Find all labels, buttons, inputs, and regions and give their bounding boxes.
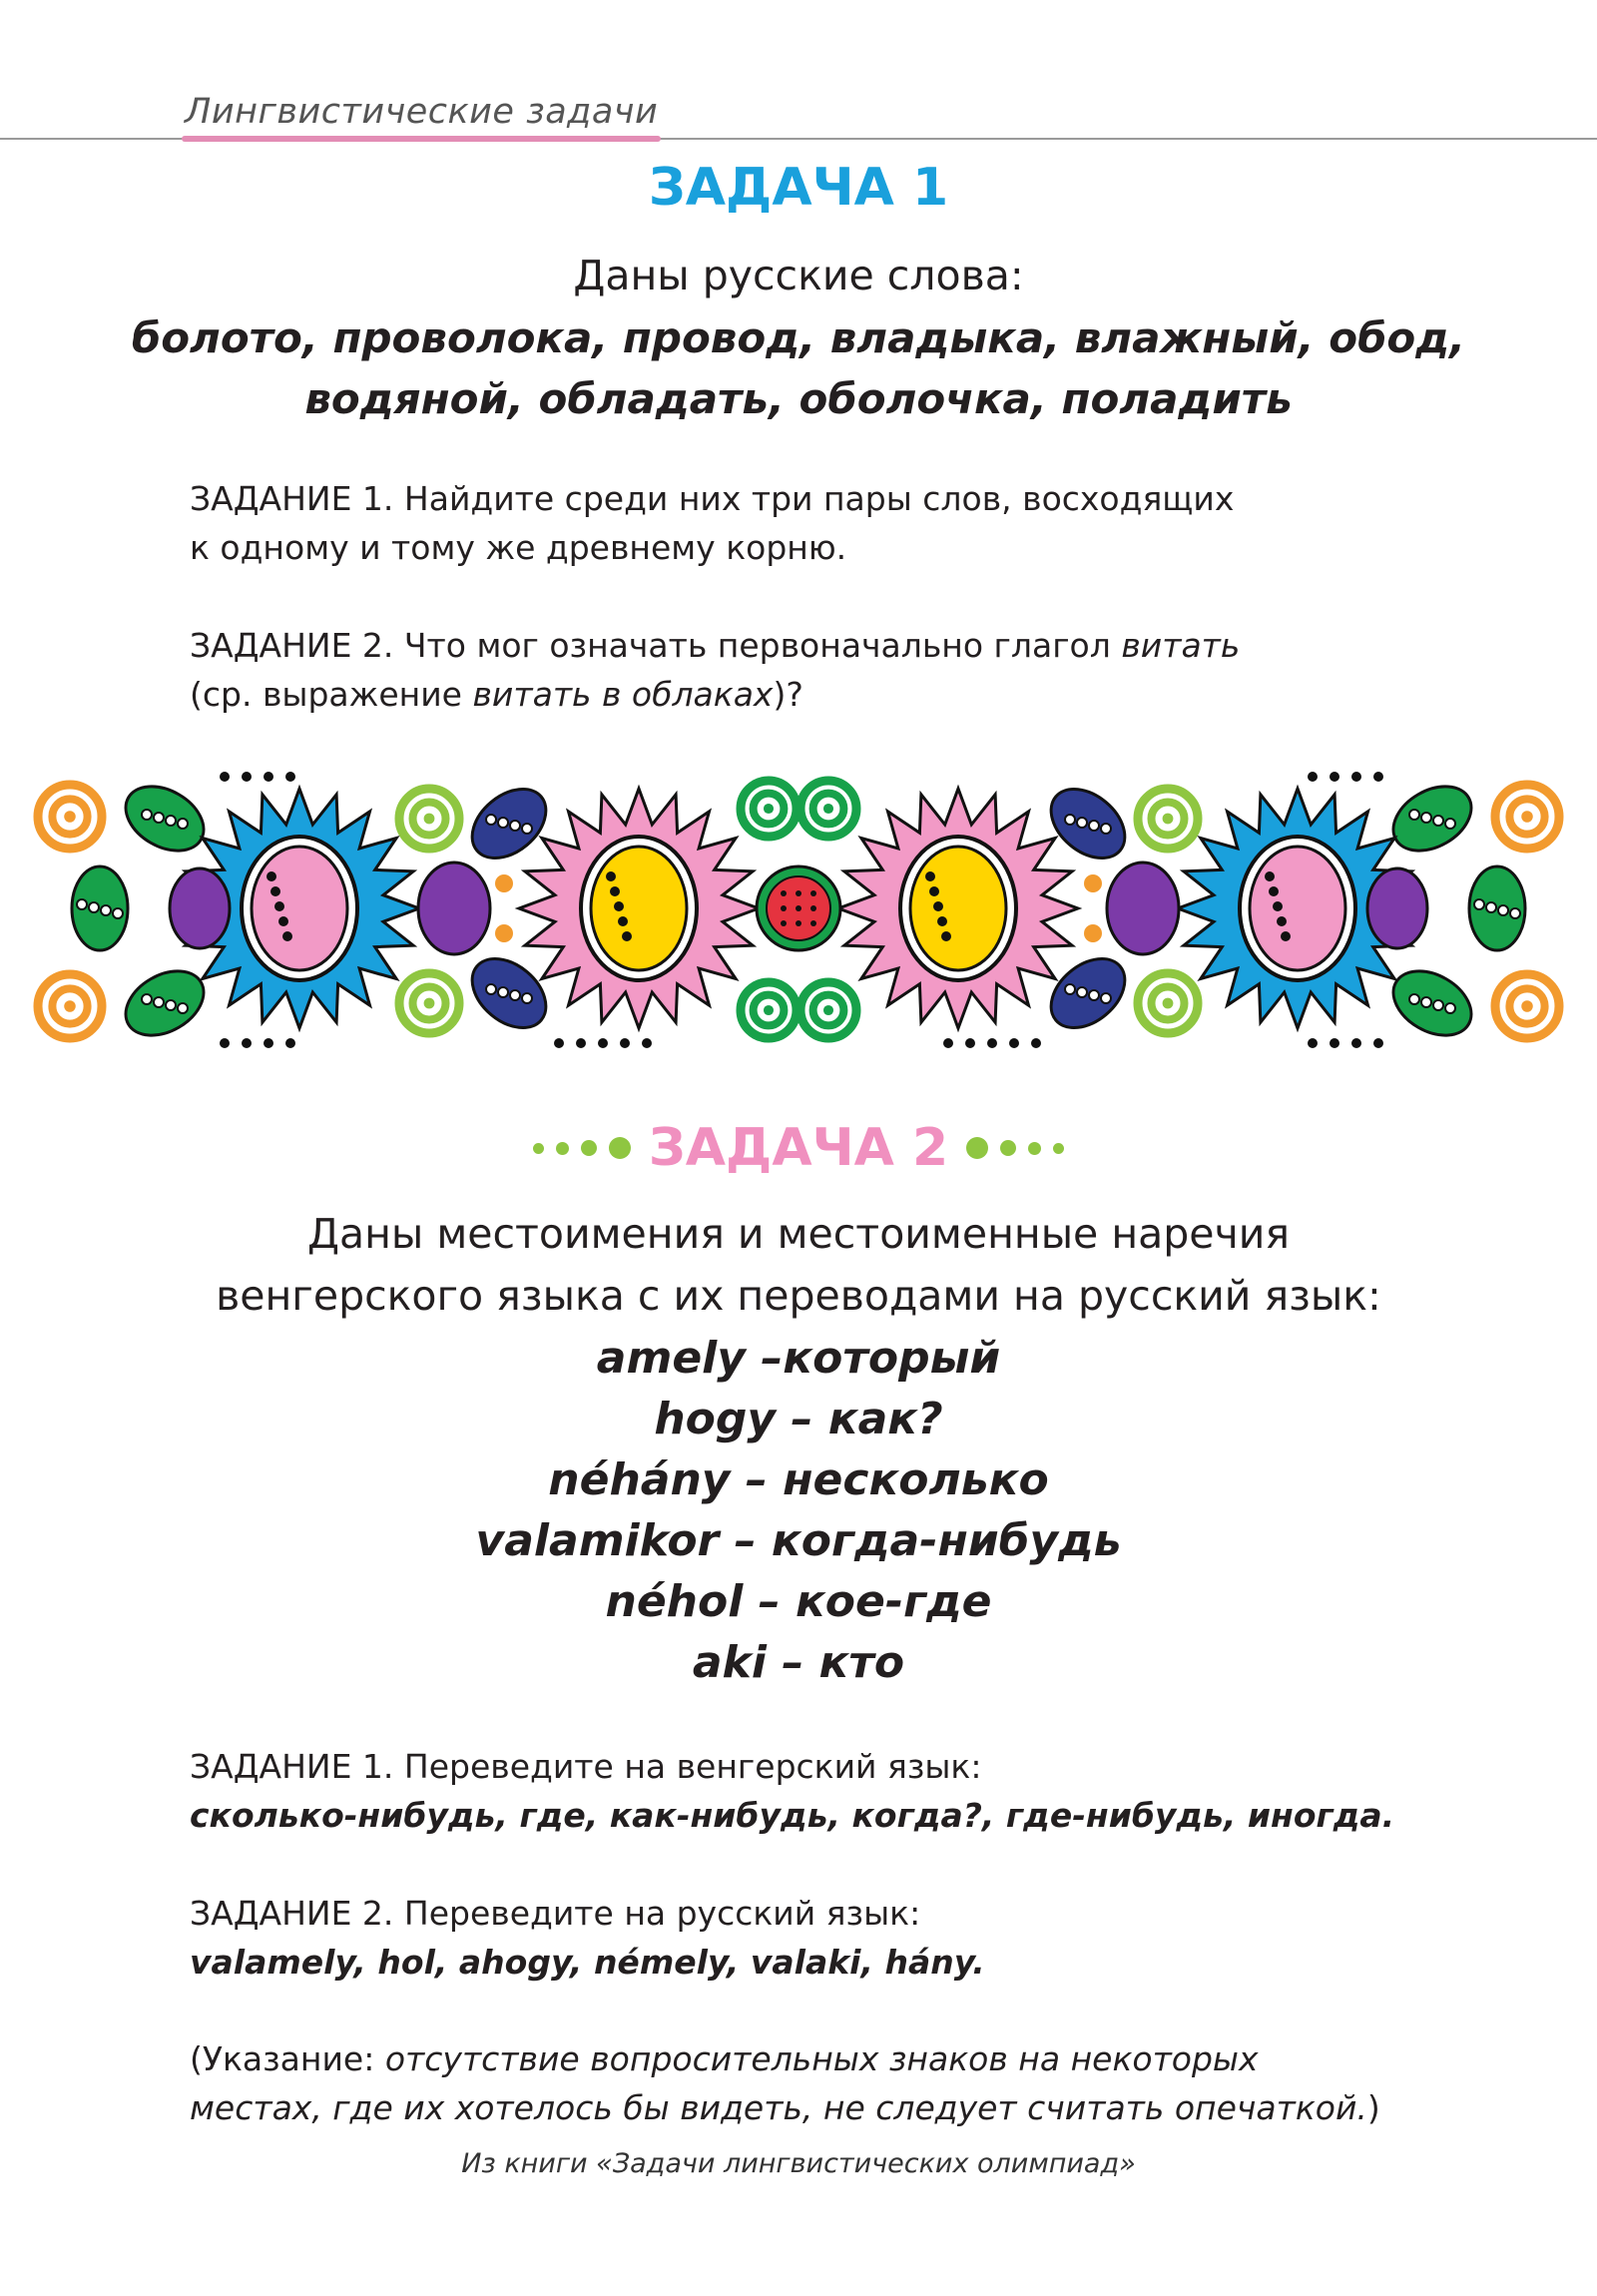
problem1-title: ЗАДАЧА 1 bbox=[648, 158, 949, 218]
leaf-icon-dot bbox=[89, 902, 99, 912]
running-header: Лингвистические задачи bbox=[185, 92, 659, 132]
spiral-icon bbox=[424, 814, 435, 825]
source-credit: Из книги «Задачи лингвистических олимпиад» bbox=[461, 2148, 1136, 2179]
pink-flower-seed bbox=[606, 871, 616, 881]
black-dot bbox=[1308, 772, 1318, 782]
black-dot bbox=[1351, 1038, 1361, 1048]
black-dot bbox=[576, 1038, 586, 1048]
task-word: витать bbox=[1121, 626, 1241, 665]
purple-bud bbox=[1367, 868, 1427, 948]
pink-flower-center bbox=[591, 847, 687, 970]
black-dot bbox=[1009, 1038, 1019, 1048]
word-pair: aki – кто bbox=[692, 1637, 905, 1688]
spiral-icon bbox=[64, 811, 76, 823]
leaf-icon-dot bbox=[510, 821, 520, 831]
orange-dot bbox=[1084, 924, 1102, 942]
task-text: Переведите на венгерский язык: bbox=[403, 1747, 982, 1786]
leaf-icon-dot bbox=[1445, 1003, 1455, 1013]
blue-flower-seed bbox=[270, 886, 280, 896]
pink-flower-seed bbox=[933, 901, 943, 911]
leaf-icon bbox=[1038, 945, 1138, 1042]
blue-flower-seed bbox=[278, 916, 288, 926]
problem2-task1 bbox=[190, 1742, 1394, 1840]
black-dot bbox=[220, 772, 230, 782]
blue-flower-seed bbox=[1265, 871, 1275, 881]
black-dot bbox=[1031, 1038, 1041, 1048]
leaf-icon bbox=[1382, 774, 1483, 863]
leaf-icon bbox=[1038, 776, 1138, 872]
leaf-icon bbox=[1382, 958, 1483, 1048]
spiral-icon bbox=[64, 1000, 76, 1012]
leaf-icon-dot bbox=[1409, 810, 1419, 820]
problem1-task1 bbox=[190, 474, 1234, 572]
leaf-icon-dot bbox=[1101, 993, 1111, 1003]
leaf-icon-dot bbox=[1409, 994, 1419, 1004]
task-label: ЗАДАНИЕ 1. bbox=[190, 1747, 394, 1786]
fruit-seed bbox=[796, 905, 801, 911]
purple-bud bbox=[1107, 862, 1179, 954]
leaf-icon bbox=[115, 774, 216, 863]
leaf-icon-dot bbox=[154, 813, 164, 823]
pink-flower-seed bbox=[622, 931, 632, 941]
black-dot bbox=[285, 772, 295, 782]
spiral-icon bbox=[764, 1005, 774, 1015]
orange-dot bbox=[495, 924, 513, 942]
black-dot bbox=[1308, 1038, 1318, 1048]
black-dot bbox=[264, 772, 273, 782]
leaf-icon-dot bbox=[498, 818, 508, 828]
pink-flower-seed bbox=[925, 871, 935, 881]
task-label: ЗАДАНИЕ 2. bbox=[190, 626, 394, 665]
blue-flower-seed bbox=[266, 871, 276, 881]
leaf-icon-dot bbox=[1065, 984, 1075, 994]
black-dot bbox=[242, 772, 252, 782]
task-text: Что мог означать первоначально глагол bbox=[403, 626, 1111, 665]
leaf-icon-dot bbox=[1433, 816, 1443, 826]
pink-flower-seed bbox=[618, 916, 628, 926]
black-dot bbox=[554, 1038, 564, 1048]
orange-dot bbox=[1084, 874, 1102, 892]
fruit-seed bbox=[810, 920, 816, 926]
fruit-seed bbox=[810, 890, 816, 896]
note-open: (Указание: bbox=[190, 2039, 375, 2078]
leaf-icon-dot bbox=[498, 987, 508, 997]
word-pair: hogy – как? bbox=[654, 1394, 943, 1444]
leaf-icon-dot bbox=[1077, 818, 1087, 828]
black-dot bbox=[1351, 772, 1361, 782]
task-label: ЗАДАНИЕ 1. bbox=[190, 479, 394, 518]
leaf-icon-dot bbox=[178, 1003, 188, 1013]
spiral-icon bbox=[1163, 998, 1174, 1009]
leaf-icon-dot bbox=[113, 908, 123, 918]
spiral-icon bbox=[823, 804, 833, 814]
problem1-words-line1: болото, проволока, провод, владыка, влажный, обод, bbox=[131, 313, 1466, 362]
black-dot bbox=[620, 1038, 630, 1048]
task-text: )? bbox=[773, 675, 803, 714]
blue-flower-center bbox=[1250, 847, 1345, 970]
leaf-icon bbox=[115, 958, 216, 1048]
problem2-title: ЗАДАЧА 2 bbox=[648, 1118, 949, 1178]
leaf-icon-dot bbox=[1421, 997, 1431, 1007]
black-dot bbox=[1373, 772, 1383, 782]
black-dot bbox=[264, 1038, 273, 1048]
purple-bud bbox=[418, 862, 490, 954]
leaf-icon-dot bbox=[1065, 815, 1075, 825]
purple-bud bbox=[170, 868, 230, 948]
task-expression: витать в облаках bbox=[472, 675, 774, 714]
problem2-note bbox=[190, 2034, 1380, 2132]
leaf-icon-dot bbox=[1474, 899, 1484, 909]
blue-flower-seed bbox=[282, 931, 292, 941]
spiral-icon bbox=[424, 998, 435, 1009]
blue-flower-center bbox=[252, 847, 347, 970]
blue-flower-seed bbox=[1281, 931, 1291, 941]
leaf-icon-dot bbox=[522, 824, 532, 834]
black-dot bbox=[642, 1038, 652, 1048]
leaf-icon bbox=[459, 776, 559, 872]
problem2-title-row bbox=[0, 1118, 1597, 1178]
dots-left bbox=[527, 1137, 637, 1159]
task-text: Найдите среди них три пары слов, восходящих bbox=[403, 479, 1235, 518]
task-text: Переведите на русский язык: bbox=[403, 1894, 921, 1933]
black-dot bbox=[965, 1038, 975, 1048]
leaf-icon bbox=[459, 945, 559, 1042]
leaf-icon-dot bbox=[154, 997, 164, 1007]
spiral-icon bbox=[1521, 1000, 1533, 1012]
black-dot bbox=[242, 1038, 252, 1048]
black-dot bbox=[220, 1038, 230, 1048]
black-dot bbox=[943, 1038, 953, 1048]
spiral-icon bbox=[823, 1005, 833, 1015]
problem2-intro-line2: венгерского языка с их переводами на русский язык: bbox=[216, 1272, 1381, 1320]
leaf-icon-dot bbox=[1077, 987, 1087, 997]
leaf-icon-dot bbox=[1510, 908, 1520, 918]
fruit-seed bbox=[781, 920, 787, 926]
note-text: местах, где их хотелось бы видеть, не следует считать опечаткой. bbox=[190, 2088, 1367, 2127]
leaf-icon-dot bbox=[166, 1000, 176, 1010]
leaf-icon-dot bbox=[510, 990, 520, 1000]
word-pairs-list bbox=[0, 1328, 1597, 1693]
word-pair: valamikor – когда-нибудь bbox=[475, 1515, 1122, 1566]
spiral-icon bbox=[764, 804, 774, 814]
leaf-icon-dot bbox=[1101, 824, 1111, 834]
leaf-icon-dot bbox=[77, 899, 87, 909]
task-label: ЗАДАНИЕ 2. bbox=[190, 1894, 394, 1933]
word-pair: néhol – кое-где bbox=[605, 1576, 992, 1627]
spiral-icon bbox=[1163, 814, 1174, 825]
problem1-words-line2: водяной, обладать, оболочка, поладить bbox=[304, 374, 1293, 423]
folk-ornament-banner bbox=[0, 759, 1597, 1058]
leaf-icon-dot bbox=[142, 810, 152, 820]
leaf-icon-dot bbox=[1421, 813, 1431, 823]
problem1-intro: Даны русские слова: bbox=[573, 252, 1024, 299]
task-words: valamely, hol, ahogy, némely, valaki, hány. bbox=[190, 1943, 985, 1982]
black-dot bbox=[285, 1038, 295, 1048]
pink-flower-seed bbox=[941, 931, 951, 941]
pink-flower-center bbox=[910, 847, 1006, 970]
pink-flower-seed bbox=[937, 916, 947, 926]
black-dot bbox=[598, 1038, 608, 1048]
leaf-icon-dot bbox=[1486, 902, 1496, 912]
task-words: сколько-нибудь, где, как-нибудь, когда?, где-нибудь, иногда. bbox=[190, 1796, 1395, 1835]
problem2-task2 bbox=[190, 1889, 985, 1987]
black-dot bbox=[1373, 1038, 1383, 1048]
task-text: (ср. выражение bbox=[190, 675, 462, 714]
blue-flower-seed bbox=[1269, 886, 1279, 896]
fruit-seed bbox=[810, 905, 816, 911]
leaf-icon-dot bbox=[1089, 990, 1099, 1000]
black-dot bbox=[987, 1038, 997, 1048]
fruit-seed bbox=[796, 890, 801, 896]
blue-flower-seed bbox=[274, 901, 284, 911]
note-text: отсутствие вопросительных знаков на некоторых bbox=[384, 2039, 1259, 2078]
word-pair: amely –который bbox=[596, 1333, 1001, 1384]
leaf-icon-dot bbox=[1498, 905, 1508, 915]
leaf-icon-dot bbox=[178, 819, 188, 829]
fruit-seed bbox=[796, 920, 801, 926]
header-accent-bar bbox=[182, 136, 661, 142]
orange-dot bbox=[495, 874, 513, 892]
leaf-icon-dot bbox=[1089, 821, 1099, 831]
pink-flower-seed bbox=[929, 886, 939, 896]
leaf-icon-dot bbox=[1433, 1000, 1443, 1010]
leaf-icon-dot bbox=[522, 993, 532, 1003]
leaf-icon-dot bbox=[166, 816, 176, 826]
fruit-seed bbox=[781, 890, 787, 896]
dots-right bbox=[960, 1137, 1070, 1159]
blue-flower-seed bbox=[1273, 901, 1283, 911]
black-dot bbox=[1330, 772, 1339, 782]
blue-flower-seed bbox=[1277, 916, 1287, 926]
problem1-task2 bbox=[190, 621, 1240, 719]
leaf-icon-dot bbox=[101, 905, 111, 915]
pink-flower-seed bbox=[610, 886, 620, 896]
leaf-icon-dot bbox=[1445, 819, 1455, 829]
task-text: к одному и тому же древнему корню. bbox=[190, 528, 847, 567]
word-pair: néhány – несколько bbox=[548, 1454, 1049, 1505]
leaf-icon-dot bbox=[142, 994, 152, 1004]
spiral-icon bbox=[1521, 811, 1533, 823]
leaf-icon-dot bbox=[486, 984, 496, 994]
leaf-icon-dot bbox=[486, 815, 496, 825]
pink-flower-seed bbox=[614, 901, 624, 911]
problem2-intro-line1: Даны местоимения и местоименные наречия bbox=[306, 1210, 1291, 1258]
black-dot bbox=[1330, 1038, 1339, 1048]
note-close: ) bbox=[1366, 2088, 1380, 2127]
fruit-seed bbox=[781, 905, 787, 911]
